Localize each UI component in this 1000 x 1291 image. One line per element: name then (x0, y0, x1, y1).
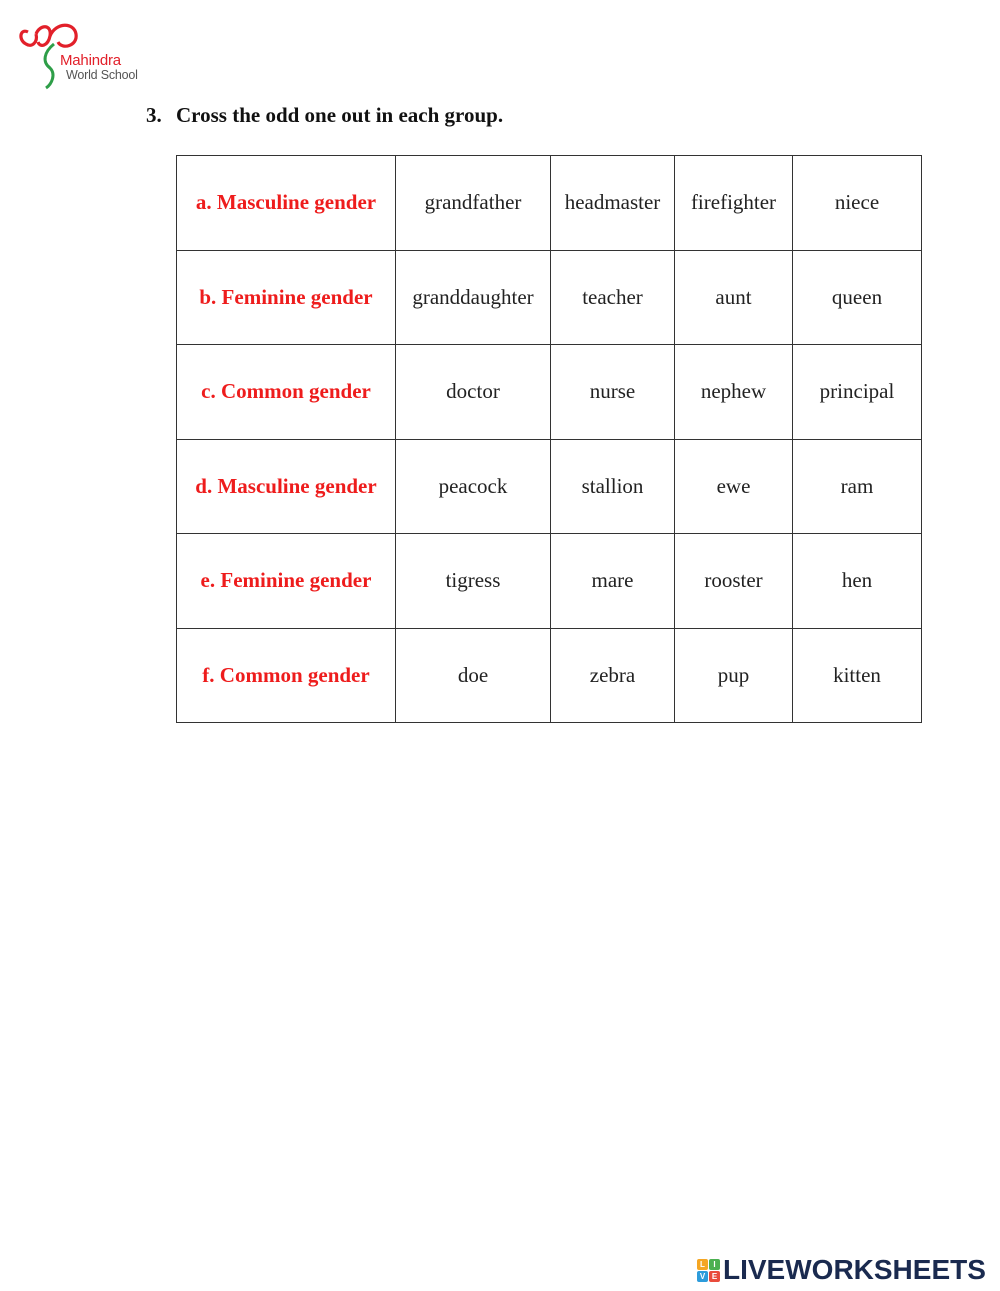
gender-groups-table (176, 155, 922, 723)
word-cell[interactable]: mare (551, 534, 675, 629)
school-name-line1: Mahindra (60, 52, 121, 69)
table-row (177, 439, 922, 534)
group-label: f. Common gender (177, 628, 396, 723)
group-label: e. Feminine gender (177, 534, 396, 629)
badge-letter: E (709, 1271, 720, 1282)
school-name-line2: World School (66, 68, 138, 82)
table-row (177, 628, 922, 723)
liveworksheets-brand (697, 1255, 986, 1285)
word-cell[interactable]: nephew (675, 345, 793, 440)
word-cell[interactable]: kitten (793, 628, 922, 723)
word-cell[interactable]: doctor (396, 345, 551, 440)
word-cell[interactable]: grandfather (396, 156, 551, 251)
badge-letter: I (709, 1259, 720, 1270)
word-cell[interactable]: queen (793, 250, 922, 345)
badge-letter: L (697, 1259, 708, 1270)
word-cell[interactable]: nurse (551, 345, 675, 440)
group-label: d. Masculine gender (177, 439, 396, 534)
word-cell[interactable]: principal (793, 345, 922, 440)
table-row (177, 345, 922, 440)
word-cell[interactable]: stallion (551, 439, 675, 534)
table-row (177, 534, 922, 629)
question-text: Cross the odd one out in each group. (176, 103, 504, 127)
word-cell[interactable]: firefighter (675, 156, 793, 251)
word-cell[interactable]: rooster (675, 534, 793, 629)
group-label: c. Common gender (177, 345, 396, 440)
word-cell[interactable]: teacher (551, 250, 675, 345)
live-badge-icon (697, 1259, 720, 1282)
brand-wordmark: LIVEWORKSHEETS (723, 1254, 986, 1285)
table-row (177, 250, 922, 345)
word-cell[interactable]: hen (793, 534, 922, 629)
word-cell[interactable]: tigress (396, 534, 551, 629)
question-heading (146, 103, 503, 128)
word-cell[interactable]: doe (396, 628, 551, 723)
word-cell[interactable]: niece (793, 156, 922, 251)
word-cell[interactable]: ram (793, 439, 922, 534)
word-cell[interactable]: aunt (675, 250, 793, 345)
table-row (177, 156, 922, 251)
word-cell[interactable]: granddaughter (396, 250, 551, 345)
word-cell[interactable]: ewe (675, 439, 793, 534)
question-number: 3. (146, 103, 162, 127)
word-cell[interactable]: headmaster (551, 156, 675, 251)
school-logo (16, 18, 156, 94)
word-cell[interactable]: zebra (551, 628, 675, 723)
group-label: a. Masculine gender (177, 156, 396, 251)
word-cell[interactable]: peacock (396, 439, 551, 534)
badge-letter: V (697, 1271, 708, 1282)
word-cell[interactable]: pup (675, 628, 793, 723)
group-label: b. Feminine gender (177, 250, 396, 345)
